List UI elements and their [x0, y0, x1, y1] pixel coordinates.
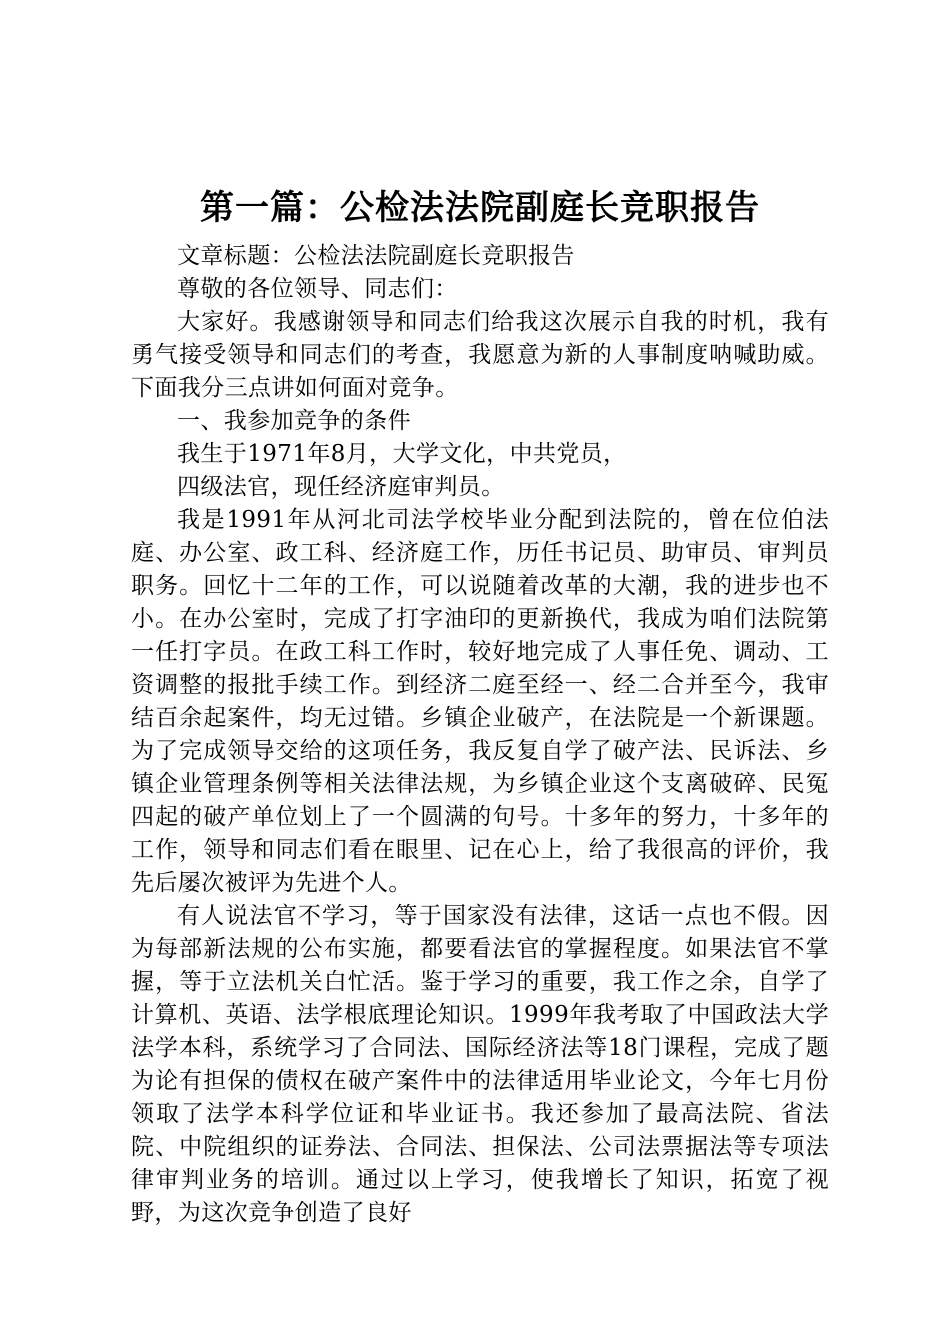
article-title-line: 文章标题：公检法法院副庭长竞职报告: [177, 243, 575, 269]
document-title: 第一篇：公检法法院副庭长竞职报告: [200, 188, 760, 228]
body-paragraph-birth: 我生于1971年8月，大学文化，中共党员，: [177, 441, 627, 467]
body-paragraph-greeting: 大家好。我感谢领导和同志们给我这次展示自我的时机，我有勇气接受领导和同志们的考查，我愿意为新的人事制度呐喊助威。下面我分三点讲如何面对竞争。: [131, 309, 829, 401]
document-page: [131, 184, 829, 1230]
body-paragraph-rank: 四级法官，现任经济庭审判员。: [177, 474, 505, 500]
body-paragraph-study: 有人说法官不学习，等于国家没有法律，这话一点也不假。因为每部新法规的公布实施，都要看法官的掌握程度。如果法官不掌握，等于立法机关白忙活。鉴于学习的重要，我工作之余，自学了计算机、英语、法学根底理论知识。1999年我考取了中国政法大学法学本科，系统学习了合同法、国际经济法等18门课程，完成了题为论有担保的债权在破产案件中的法律适用毕业论文，今年七月份领取了法学本科学位证和毕业证书。我还参加了最高法院、省法院、中院组织的证券法、合同法、担保法、公司法票据法等专项法律审判业务的培训。通过以上学习，使我增长了知识，拓宽了视野，为这次竞争创造了良好: [131, 903, 829, 1226]
body-paragraph-career: 我是1991年从河北司法学校毕业分配到法院的，曾在位伯法庭、办公室、政工科、经济庭工作，历任书记员、助审员、审判员职务。回忆十二年的工作，可以说随着改革的大潮，我的进步也不小。在办公室时，完成了打字油印的更新换代，我成为咱们法院第一任打字员。在政工科工作时，较好地完成了人事任免、调动、工资调整的报批手续工作。到经济二庭至经一、经二合并至今，我审结百余起案件，均无过错。乡镇企业破产，在法院是一个新课题。为了完成领导交给的这项任务，我反复自学了破产法、民诉法、乡镇企业管理条例等相关法律法规，为乡镇企业这个支离破碎、民冤四起的破产单位划上了一个圆满的句号。十多年的努力，十多年的工作，领导和同志们看在眼里、记在心上，给了我很高的评价，我先后屡次被评为先进个人。: [131, 507, 829, 896]
salutation: 尊敬的各位领导、同志们：: [177, 276, 458, 302]
section-heading-conditions: 一、我参加竞争的条件: [177, 408, 411, 434]
